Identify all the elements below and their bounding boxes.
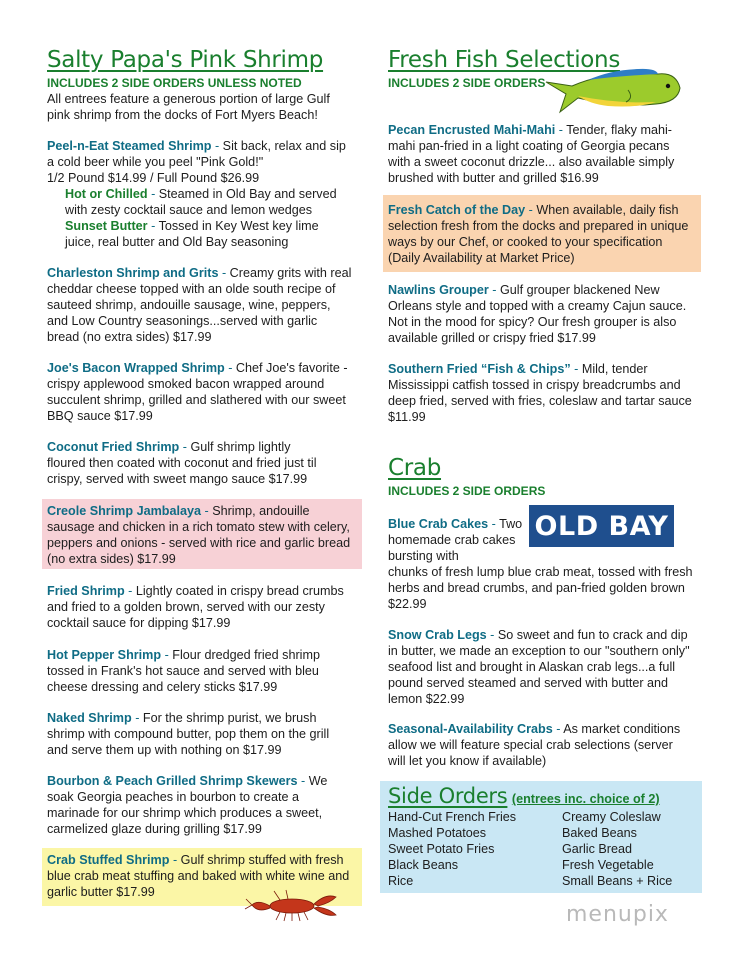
menu-item: Seasonal-Availability Crabs - As market conditions allow we will feature special crab selections (server will let you know if available) bbox=[388, 722, 681, 768]
side-item: Garlic Bread bbox=[562, 842, 632, 856]
fish-subtitle: INCLUDES 2 SIDE ORDERS bbox=[388, 76, 546, 90]
menu-item: Bourbon & Peach Grilled Shrimp Skewers - We soak Georgia peaches in bourbon to create a marinade for our shrimp which produces a sweet, carmelized glaze during grilling $17.99 bbox=[47, 774, 328, 836]
menu-item: Snow Crab Legs - So sweet and fun to crack and dip in butter, we made an exception to our "southern only" seafood list and brought in Alaskan crab legs...a full pound served steamed and served with butter and lemon $22.99 bbox=[388, 628, 690, 706]
item-name: Snow Crab Legs bbox=[388, 628, 487, 642]
item-desc: Gulf shrimp lightly floured then coated with coconut and fried just til crispy, served with sweet mango sauce $17.99 bbox=[47, 440, 317, 486]
side-item: Rice bbox=[388, 874, 414, 888]
hot-or-chilled-name: Hot or Chilled bbox=[65, 187, 148, 201]
item-desc: For the shrimp purist, we brush shrimp with compound butter, pop them on the grill and serve them up with nothing on $17.99 bbox=[47, 711, 330, 757]
side-orders-note: (entrees inc. choice of 2) bbox=[511, 792, 660, 806]
item-name: Naked Shrimp bbox=[47, 711, 132, 725]
sunset-butter-name: Sunset Butter bbox=[65, 219, 148, 233]
item-name: Hot Pepper Shrimp bbox=[47, 648, 162, 662]
side-item: Baked Beans bbox=[562, 826, 637, 840]
menu-item: Fresh Catch of the Day - When available, daily fish selection fresh from the docks and prepared in unique ways by our Chef, or cooked to your specification (Daily Availability at Market Price) bbox=[388, 203, 689, 265]
item-name: Southern Fried “Fish & Chips” bbox=[388, 362, 571, 376]
menu-item: Charleston Shrimp and Grits - Creamy grits with real cheddar cheese topped with an olde south recipe of sauteed shrimp, andouille sausage, wine, peppers, and Low Country seasonings...served with garlic bread (no extra sides) $17.99 bbox=[47, 266, 352, 344]
shrimp-subtitle: INCLUDES 2 SIDE ORDERS UNLESS NOTED bbox=[47, 76, 302, 90]
item-desc: As market conditions allow we will feature special crab selections (server will let you know if available) bbox=[388, 722, 681, 768]
menupix-watermark: menupix bbox=[566, 902, 669, 927]
side-item: Sweet Potato Fries bbox=[388, 842, 495, 856]
side-item: Hand-Cut French Fries bbox=[388, 810, 517, 824]
item-desc: Sit back, relax and sip a cold beer while you peel "Pink Gold!" bbox=[47, 139, 346, 169]
menu-item: Fried Shrimp - Lightly coated in crispy bread crumbs and fried to a golden brown, served with our zesty cocktail sauce for dipping $17.99 bbox=[47, 584, 344, 630]
item-name: Joe's Bacon Wrapped Shrimp bbox=[47, 361, 225, 375]
item-desc: We soak Georgia peaches in bourbon to create a marinade for our shrimp which produces a sweet, carmelized glaze during grilling $17.99 bbox=[47, 774, 328, 836]
item-name: Pecan Encrusted Mahi-Mahi bbox=[388, 123, 556, 137]
item-desc: Lightly coated in crispy bread crumbs and fried to a golden brown, served with our zesty cocktail sauce for dipping $17.99 bbox=[47, 584, 344, 630]
menu-item: Pecan Encrusted Mahi-Mahi - Tender, flaky mahi-mahi pan-fried in a light coating of Georgia pecans with a sweet coconut drizzle... also available simply brushed with butter and grilled $16.99 bbox=[388, 123, 675, 185]
old-bay-logo: OLD BAY bbox=[529, 505, 674, 547]
fish-title: Fresh Fish Selections bbox=[388, 47, 621, 73]
side-item: Creamy Coleslaw bbox=[562, 810, 661, 824]
hot-or-chilled-desc: Steamed in Old Bay and served with zesty cocktail sauce and lemon wedges bbox=[65, 187, 337, 217]
shrimp-intro: All entrees feature a generous portion of large Gulf pink shrimp from the docks of Fort Myers Beach! bbox=[47, 92, 330, 122]
item-desc: Mild, tender Mississippi catfish tossed in crispy breadcrumbs and deep fried, served with fries, coleslaw and tartar sauce $11.99 bbox=[388, 362, 692, 424]
item-name: Peel-n-Eat Steamed Shrimp bbox=[47, 139, 212, 153]
side-orders-heading bbox=[388, 784, 660, 808]
item-name: Nawlins Grouper bbox=[388, 283, 489, 297]
menu-item: Southern Fried “Fish & Chips” - Mild, tender Mississippi catfish tossed in crispy breadcrumbs and deep fried, served with fries, coleslaw and tartar sauce $11.99 bbox=[388, 362, 692, 424]
item-desc: Gulf shrimp stuffed with fresh blue crab meat stuffing and baked with white wine and garlic butter $17.99 bbox=[47, 853, 350, 899]
item-desc: Shrimp, andouille sausage and chicken in a rich tomato stew with celery, peppers and onions - served with rice and garlic bread (no extra sides) $17.99 bbox=[47, 504, 351, 566]
shrimp-title: Salty Papa's Pink Shrimp bbox=[47, 47, 324, 73]
item-name: Fresh Catch of the Day bbox=[388, 203, 526, 217]
menu-item: Crab Stuffed Shrimp - Gulf shrimp stuffed with fresh blue crab meat stuffing and baked with white wine and garlic butter $17.99 bbox=[47, 853, 350, 899]
item-desc: Chef Joe's favorite - crispy applewood smoked bacon wrapped around succulent shrimp, grilled and slathered with our sweet BBQ sauce $17.99 bbox=[47, 361, 348, 423]
item-name: Coconut Fried Shrimp bbox=[47, 440, 180, 454]
menu-item: Joe's Bacon Wrapped Shrimp - Chef Joe's favorite - crispy applewood smoked bacon wrapped around succulent shrimp, grilled and slathered with our sweet BBQ sauce $17.99 bbox=[47, 361, 348, 423]
menu-item-crab-cakes: Blue Crab Cakes - Two homemade crab cakes bursting with bbox=[388, 517, 523, 563]
menu-item: Coconut Fried Shrimp - Gulf shrimp lightly floured then coated with coconut and fried just til crispy, served with sweet mango sauce $17.99 bbox=[47, 440, 317, 486]
item-desc: When available, daily fish selection fresh from the docks and prepared in unique ways by our Chef, or cooked to your specification (Daily Availability at Market Price) bbox=[388, 203, 689, 265]
crab-cakes-desc-cont bbox=[388, 564, 698, 612]
item-desc: So sweet and fun to crack and dip in butter, we made an exception to our "southern only" seafood list and brought in Alaskan crab legs...a full pound served steamed and served with butter and lemon $22.99 bbox=[388, 628, 690, 706]
item-desc: Flour dredged fried shrimp tossed in Frank's hot sauce and served with bleu cheese dressing and celery sticks $17.99 bbox=[47, 648, 320, 694]
item-name: Charleston Shrimp and Grits bbox=[47, 266, 219, 280]
menu-item-peel-n-eat: Peel-n-Eat Steamed Shrimp - Sit back, relax and sip a cold beer while you peel "Pink Gold!" 1/2 Pound $14.99 / Full Pound $26.99 Hot or Chilled - Steamed in Old Bay and served with zesty cocktail sauce and lemon wedges Sunset Butter - Tossed in Key West key lime juice, real butter and Old Bay seasoning bbox=[47, 139, 346, 249]
side-orders-title: Side Orders bbox=[388, 784, 508, 808]
menu-item: Naked Shrimp - For the shrimp purist, we brush shrimp with compound butter, pop them on the grill and serve them up with nothing on $17.99 bbox=[47, 711, 330, 757]
item-name: Blue Crab Cakes bbox=[388, 517, 489, 531]
item-desc: Two homemade crab cakes bursting with bbox=[388, 517, 523, 563]
side-item: Mashed Potatoes bbox=[388, 826, 487, 840]
item-name: Creole Shrimp Jambalaya bbox=[47, 504, 201, 518]
item-desc: Creamy grits with real cheddar cheese topped with an olde south recipe of sauteed shrimp, andouille sausage, wine, peppers, and Low Country seasonings...served with garlic bread (no extra sides) $17.99 bbox=[47, 266, 352, 344]
side-item: Fresh Vegetable bbox=[562, 858, 654, 872]
item-desc: Gulf grouper blackened New Orleans style and topped with a creamy Cajun sauce. Not in the mood for spicy? Our fresh grouper is also available grilled or crispy fried $17.99 bbox=[388, 283, 687, 345]
item-desc: chunks of fresh lump blue crab meat, tossed with fresh herbs and bread crumbs, and pan-fried golden brown $22.99 bbox=[388, 565, 693, 611]
side-item: Small Beans + Rice bbox=[562, 874, 673, 888]
item-desc: Tender, flaky mahi-mahi pan-fried in a light coating of Georgia pecans with a sweet coconut drizzle... also available simply brushed with butter and grilled $16.99 bbox=[388, 123, 675, 185]
item-name: Fried Shrimp bbox=[47, 584, 125, 598]
menu-item: Nawlins Grouper - Gulf grouper blackened New Orleans style and topped with a creamy Cajun sauce. Not in the mood for spicy? Our fresh grouper is also available grilled or crispy fried $17.99 bbox=[388, 283, 687, 345]
crab-title: Crab bbox=[388, 455, 442, 481]
mahi-mahi-fish-icon bbox=[538, 62, 688, 120]
side-item: Black Beans bbox=[388, 858, 459, 872]
crab-subtitle: INCLUDES 2 SIDE ORDERS bbox=[388, 484, 546, 498]
menu-item: Creole Shrimp Jambalaya - Shrimp, andouille sausage and chicken in a rich tomato stew with celery, peppers and onions - served with rice and garlic bread (no extra sides) $17.99 bbox=[47, 504, 351, 566]
item-name: Seasonal-Availability Crabs bbox=[388, 722, 553, 736]
menu-item: Hot Pepper Shrimp - Flour dredged fried shrimp tossed in Frank's hot sauce and served with bleu cheese dressing and celery sticks $17.99 bbox=[47, 648, 320, 694]
item-name: Crab Stuffed Shrimp bbox=[47, 853, 170, 867]
crawfish-icon bbox=[244, 887, 339, 925]
item-name: Bourbon & Peach Grilled Shrimp Skewers bbox=[47, 774, 298, 788]
sunset-butter-desc: Tossed in Key West key lime juice, real butter and Old Bay seasoning bbox=[65, 219, 319, 249]
item-prices: 1/2 Pound $14.99 / Full Pound $26.99 bbox=[47, 171, 260, 185]
side-orders-list bbox=[388, 809, 712, 889]
